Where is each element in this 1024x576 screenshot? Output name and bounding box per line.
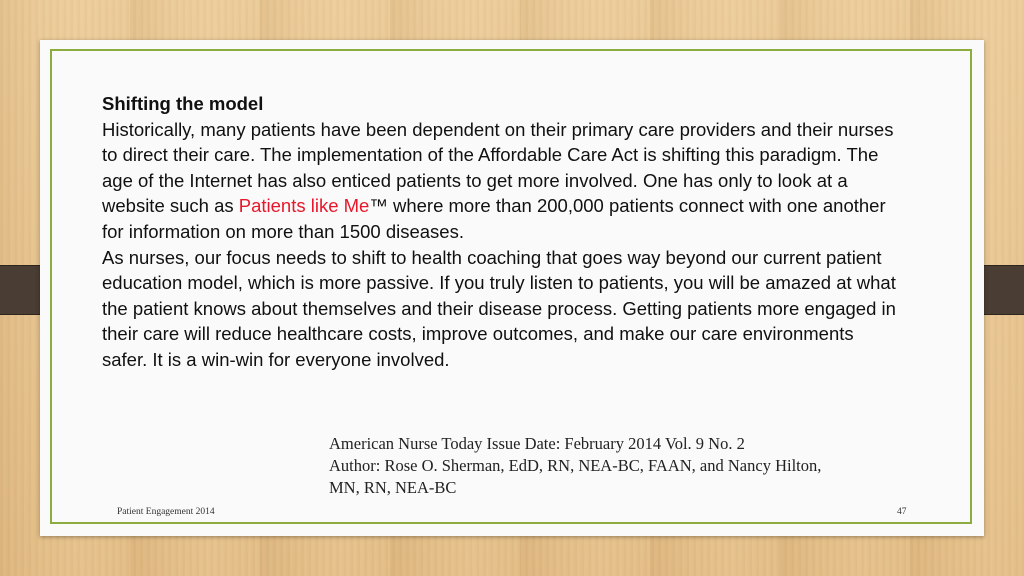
- paragraph-2: As nurses, our focus needs to shift to health coaching that goes way beyond our current patient education model, which is more passive. If you truly listen to patients, you will be amazed at what the patient knows about themselves and their disease process. Getting patients more engaged in their care will reduce healthcare costs, improve outcomes, and make our care environments safer. It is a win-win for everyone involved.: [102, 246, 896, 370]
- page-number: 47: [897, 507, 907, 517]
- slide-body: [102, 91, 902, 373]
- paragraph-1: [102, 117, 902, 245]
- citation: [329, 433, 849, 499]
- slide-heading: Shifting the model: [102, 93, 264, 114]
- patients-like-me-link[interactable]: Patients like Me: [238, 195, 370, 217]
- slide: [40, 40, 984, 536]
- footer-title: Patient Engagement 2014: [117, 507, 215, 517]
- paragraph-1-text: Historically, many patients have been dependent on their primary care providers and their nurses to direct their care. The implementation of the Affordable Care Act is shifting this paradigm. The age of the Internet has also enticed patients to get more involved. One has only to look at a website such as: [102, 118, 894, 217]
- citation-authors: Author: Rose O. Sherman, EdD, RN, NEA-BC, FAAN, and Nancy Hilton, MN, RN, NEA-BC: [329, 456, 822, 497]
- citation-source: American Nurse Today Issue Date: February 2014 Vol. 9 No. 2: [329, 434, 745, 453]
- paragraph-1-text-continued: ™ where more than 200,000 patients connect with one another for information on more than 1500 diseases.: [102, 195, 886, 242]
